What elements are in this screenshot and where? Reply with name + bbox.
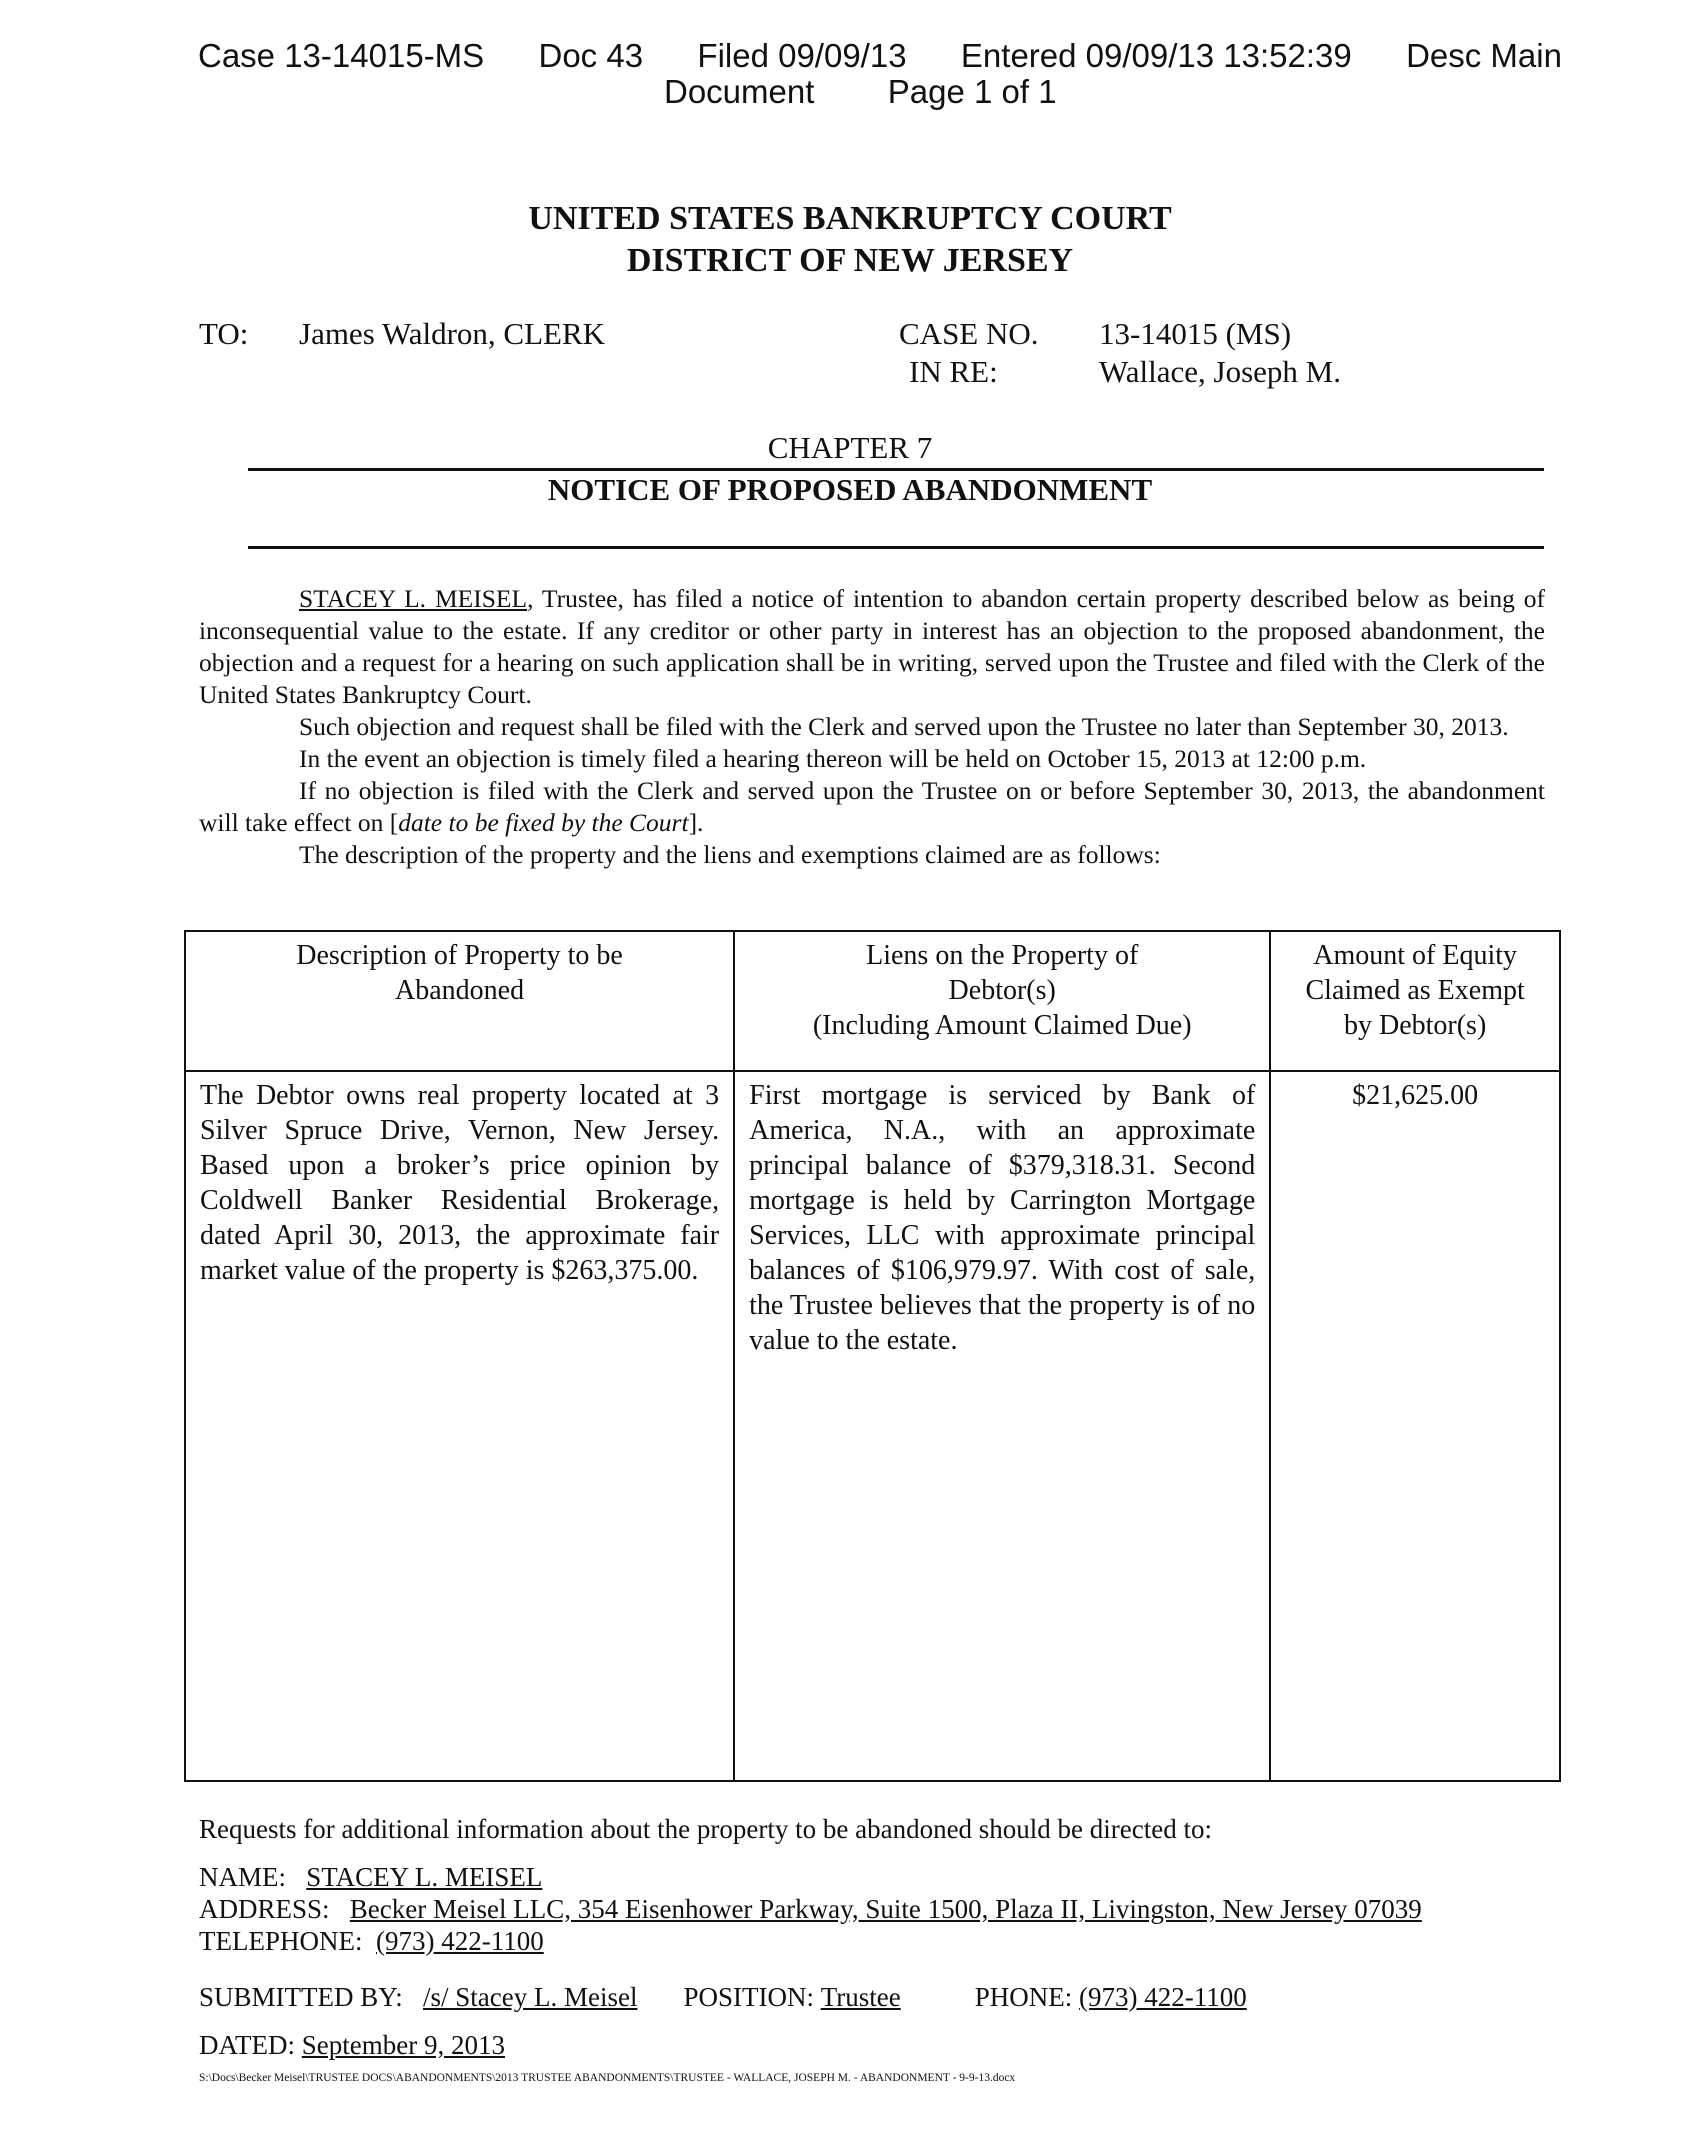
- submitted-row: SUBMITTED BY: /s/ Stacey L. Meisel POSITION: Trustee PHONE: (973) 422-1100: [199, 1982, 1247, 2012]
- requests-line: Requests for additional information about the property to be abandoned should be directed to:: [199, 1814, 1212, 1844]
- property-description-cell: The Debtor owns real property located at 3 Silver Spruce Drive, Vernon, New Jersey. Based upon a broker’s price opinion by Coldwell Banker Residential Brokerage, dated April 30, 2013, the approximate fair market value of the property is $263,375.00.: [185, 1071, 734, 1781]
- contact-telephone: (973) 422-1100: [375, 1926, 544, 1956]
- title-rule-top: [248, 468, 1544, 471]
- in-re-value: Wallace, Joseph M.: [1099, 354, 1341, 389]
- ecf-header-row2: [664, 74, 1057, 110]
- in-re-label: IN RE:: [909, 354, 998, 389]
- paragraph-hearing: In the event an objection is timely filed a hearing thereon will be held on October 15, 2013 at 12:00 p.m.: [299, 744, 1367, 773]
- chapter-label: CHAPTER 7: [767, 430, 933, 465]
- case-number-stamp: Case 13-14015-MS: [198, 37, 485, 74]
- liens-cell: First mortgage is serviced by Bank of America, N.A., with an approximate principal balance of $379,318.31. Second mortgage is held by Carrington Mortgage Services, LLC with approximate principal balances of $106,979.97. With cost of sale, the Trustee believes that the property is of no value to the estate.: [734, 1071, 1270, 1781]
- header-description: Description of Property to be Abandoned: [185, 931, 734, 1071]
- submitted-by: /s/ Stacey L. Meisel: [423, 1982, 638, 2012]
- contact-telephone-row: TELEPHONE: (973) 422-1100: [199, 1926, 544, 1956]
- paragraph-description-intro: The description of the property and the liens and exemptions claimed are as follows:: [299, 840, 1161, 869]
- table-header-row: [185, 931, 1560, 1071]
- contact-address-row: ADDRESS: Becker Meisel LLC, 354 Eisenhower Parkway, Suite 1500, Plaza II, Livingston, New Jersey 07039: [199, 1894, 1422, 1924]
- position-value: Trustee: [820, 1982, 901, 2012]
- to-label: TO:: [199, 316, 249, 351]
- dated-value: September 9, 2013: [301, 2030, 505, 2060]
- title-rule-bottom: [248, 546, 1544, 549]
- desc-stamp: Desc Main: [1406, 37, 1562, 74]
- header-liens: Liens on the Property of Debtor(s) (Including Amount Claimed Due): [734, 931, 1270, 1071]
- filed-date-stamp: Filed 09/09/13: [697, 37, 907, 74]
- entered-date-stamp: Entered 09/09/13 13:52:39: [960, 37, 1352, 74]
- case-no-label: CASE NO.: [899, 316, 1039, 351]
- court-name: UNITED STATES BANKRUPTCY COURT: [528, 200, 1172, 237]
- file-path: S:\Docs\Becker Meisel\TRUSTEE DOCS\ABANDONMENTS\2013 TRUSTEE ABANDONMENTS\TRUSTEE - WALLACE, JOSEPH M. - ABANDONMENT - 9-9-13.docx: [199, 2072, 1016, 2084]
- court-district: DISTRICT OF NEW JERSEY: [626, 242, 1074, 279]
- page-stamp: Page 1 of 1: [887, 73, 1057, 110]
- to-value: James Waldron, CLERK: [299, 316, 606, 351]
- document-stamp: Document: [664, 73, 815, 110]
- contact-name-row: NAME: STACEY L. MEISEL: [199, 1862, 543, 1892]
- paragraph-deadline: Such objection and request shall be filed with the Clerk and served upon the Trustee no later than September 30, 2013.: [299, 712, 1509, 741]
- doc-number-stamp: Doc 43: [538, 37, 644, 74]
- ecf-header-row1: [198, 38, 1562, 74]
- contact-address: Becker Meisel LLC, 354 Eisenhower Parkway, Suite 1500, Plaza II, Livingston, New Jersey 07039: [349, 1894, 1422, 1924]
- trustee-name: STACEY L. MEISEL: [299, 584, 528, 613]
- paragraph-effective: If no objection is filed with the Clerk and served upon the Trustee on or before September 30, 2013, the abandonment will take effect on [date to be fixed by the Court].: [199, 776, 1545, 837]
- notice-title: NOTICE OF PROPOSED ABANDONMENT: [547, 472, 1153, 507]
- phone-value: (973) 422-1100: [1079, 1982, 1247, 2012]
- property-table: [184, 930, 1561, 1782]
- case-no-value: 13-14015 (MS): [1099, 316, 1292, 351]
- header-equity: Amount of Equity Claimed as Exempt by Debtor(s): [1270, 931, 1560, 1071]
- table-row: [185, 1071, 1560, 1781]
- equity-cell: $21,625.00: [1270, 1071, 1560, 1781]
- contact-name: STACEY L. MEISEL: [306, 1862, 543, 1892]
- notice-body: [199, 583, 1545, 871]
- paragraph-intro: STACEY L. MEISEL, Trustee, has filed a notice of intention to abandon certain property described below as being of inconsequential value to the estate. If any creditor or other party in interest has an objection to the proposed abandonment, the objection and a request for a hearing on such application shall be in writing, served upon the Trustee and filed with the Clerk of the United States Bankruptcy Court.: [199, 584, 1546, 709]
- dated-row: DATED: September 9, 2013: [199, 2030, 505, 2060]
